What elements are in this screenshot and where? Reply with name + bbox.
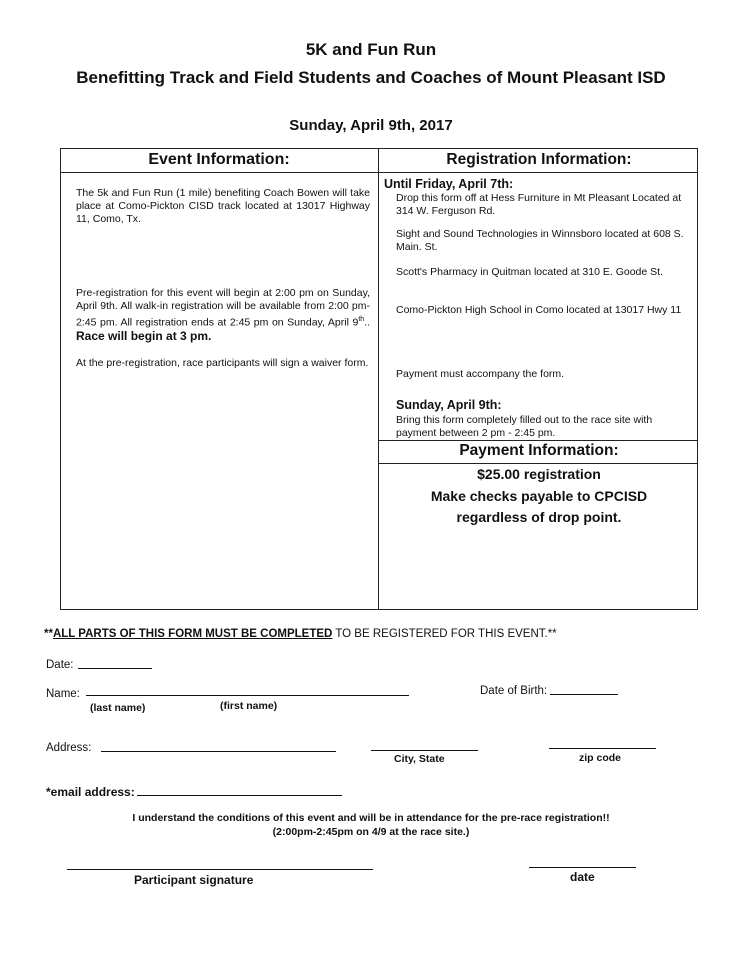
event-paragraph-3: At the pre-registration, race participants will sign a waiver form.	[76, 357, 369, 369]
payment-heading: Payment Information:	[459, 442, 619, 459]
city-state-caption: City, State	[394, 753, 445, 765]
event-info-heading: Event Information:	[148, 151, 290, 168]
sunday-heading: Sunday, April 9th:	[396, 398, 502, 412]
date-label: Date:	[46, 659, 74, 671]
payment-note: Payment must accompany the form.	[396, 368, 565, 380]
payment-top-divider	[378, 440, 698, 441]
event-paragraph-2	[76, 287, 370, 344]
email-field[interactable]	[137, 795, 342, 796]
drop-location-4: Como-Pickton High School in Como located at 13017 Hwy 11	[396, 304, 682, 316]
form-notice	[44, 628, 557, 640]
ordinal-suffix: th	[358, 316, 365, 323]
column-divider	[378, 148, 379, 610]
event-paragraph-1: The 5k and Fun Run (1 mile) benefiting Coach Bowen will take place at Como-Pickton CISD track located at 13017 Highway 11, Como, Tx.	[76, 187, 370, 225]
race-start-time: Race will begin at 3 pm.	[76, 328, 212, 343]
dob-label: Date of Birth:	[480, 685, 548, 697]
pre-registration-end: ..	[364, 316, 370, 329]
last-name-caption: (last name)	[90, 702, 146, 714]
dob-field[interactable]	[550, 694, 618, 695]
signature-field[interactable]	[67, 869, 373, 870]
payment-drop-point: regardless of drop point.	[456, 509, 622, 525]
payment-payable: Make checks payable to CPCISD	[430, 488, 648, 504]
signature-date-caption: date	[570, 870, 595, 884]
drop-location-1: Drop this form off at Hess Furniture in Mt Pleasant Located at 314 W. Ferguson Rd.	[396, 192, 682, 217]
email-label: *email address:	[46, 785, 135, 799]
first-name-caption: (first name)	[220, 700, 278, 712]
understand-statement: I understand the conditions of this event and will be in attendance for the pre-race registration!!	[132, 812, 610, 824]
pre-registration-text: Pre-registration for this event will begin at 2:00 pm on Sunday, April 9th. All walk-in registration will be available from 2:00 pm-2:45 pm. All registration ends at 2:45 pm on Sunday, April 9	[76, 287, 370, 329]
notice-underlined: ALL PARTS OF THIS FORM MUST BE COMPLETED	[52, 628, 333, 640]
address-label: Address:	[46, 742, 92, 754]
name-field[interactable]	[86, 695, 409, 696]
registration-heading: Registration Information:	[446, 151, 632, 168]
zip-field[interactable]	[549, 748, 656, 749]
header-divider	[60, 172, 698, 173]
notice-suffix: TO BE REGISTERED FOR THIS EVENT.**	[332, 628, 557, 640]
name-label: Name:	[46, 688, 80, 700]
notice-prefix: **	[44, 628, 53, 640]
address-field[interactable]	[101, 751, 336, 752]
city-state-field[interactable]	[371, 750, 478, 751]
zip-caption: zip code	[579, 752, 622, 764]
signature-caption: Participant signature	[134, 873, 254, 887]
understand-time: (2:00pm-2:45pm on 4/9 at the race site.)	[272, 826, 470, 838]
sunday-text: Bring this form completely filled out to the race site with payment between 2 pm - 2:45 pm.	[396, 414, 653, 439]
until-friday-heading: Until Friday, April 7th:	[384, 177, 514, 191]
event-subtitle: Benefitting Track and Field Students and Coaches of Mount Pleasant ISD	[76, 68, 666, 87]
payment-amount: $25.00 registration	[477, 466, 601, 482]
signature-date-field[interactable]	[529, 867, 636, 868]
drop-location-3: Scott's Pharmacy in Quitman located at 310 E. Goode St.	[396, 266, 663, 278]
event-title: 5K and Fun Run	[305, 40, 437, 59]
drop-location-2: Sight and Sound Technologies in Winnsboro located at 608 S. Main. St.	[396, 228, 684, 253]
event-date: Sunday, April 9th, 2017	[289, 117, 453, 134]
date-field[interactable]	[78, 668, 152, 669]
